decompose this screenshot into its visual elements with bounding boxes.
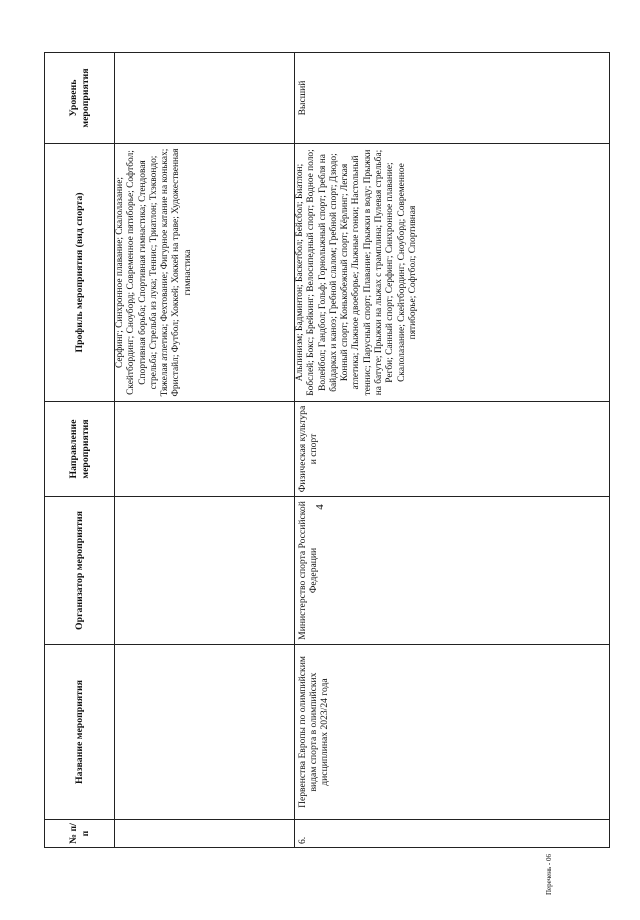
table-row <box>115 53 295 848</box>
header-num: № п/п <box>45 820 115 848</box>
events-table <box>44 52 610 848</box>
footer-note: Перечень - 06 <box>545 854 553 895</box>
document-table-frame <box>44 53 609 848</box>
cell-num <box>115 820 295 848</box>
cell-name <box>115 645 295 820</box>
cell-level <box>115 53 295 144</box>
cell-profile: Альпинизм; Бадминтон; Баскетбол; Бейсбол; Биатлон; Бобслей; Бокс; Брейкинг; Велосипедный спорт; Водное поло; Волейбол; Гандбол; Гольф; Горнолыжный спорт; Гребля на байдарках и каноэ; Гребной слалом; Гребной спорт; Дзюдо; Конный спорт; Конькобежный спорт; Кёрлинг; Легкая атлетика; Лыжное двоеборье; Лыжные гонки; Настольный теннис; Парусный спорт; Плавание; Прыжки в воду; Прыжки на батуте; Прыжки на лыжах с трамплина; Пулевая стрельба; Регби; Санный спорт; Серфинг; Синхронное плавание; Скалолазание; Скейтбординг; Сноуборд; Современное пятиборье; Софтбол; Спортивная <box>295 144 610 402</box>
cell-name: Первенства Европы по олимпийским видам спорта в олимпийских дисциплинах 2023/24 года <box>295 645 610 820</box>
cell-organizer: Министерство спорта Российской Федерации <box>295 497 610 645</box>
cell-level: Высший <box>295 53 610 144</box>
header-name: Название мероприятия <box>45 645 115 820</box>
table-header-row <box>45 53 115 848</box>
table-row <box>295 53 610 848</box>
page-number: 4 <box>314 504 326 510</box>
cell-direction <box>115 402 295 497</box>
rotated-table-container <box>44 53 609 848</box>
header-level: Уровень мероприятия <box>45 53 115 144</box>
header-organizer: Организатор мероприятия <box>45 497 115 645</box>
cell-num: 6. <box>295 820 610 848</box>
cell-organizer <box>115 497 295 645</box>
cell-profile: Серфинг; Синхронное плавание; Скалолазание; Скейтбординг; Сноуборд; Современное пятиборье; Софтбол; Спортивная борьба; Спортивная гимнастика; Стендовая стрельба; Стрельба из лука; Теннис; Триатлон; Тхэквондо; Тяжелая атлетика; Фехтование; Фигурное катание на коньках; Фристайл; Футбол; Хоккей; Хоккей на траве; Художественная гимнастика <box>115 144 295 402</box>
header-profile: Профиль мероприятия (вид спорта) <box>45 144 115 402</box>
header-direction: Направление мероприятия <box>45 402 115 497</box>
cell-direction: Физическая культура и спорт <box>295 402 610 497</box>
